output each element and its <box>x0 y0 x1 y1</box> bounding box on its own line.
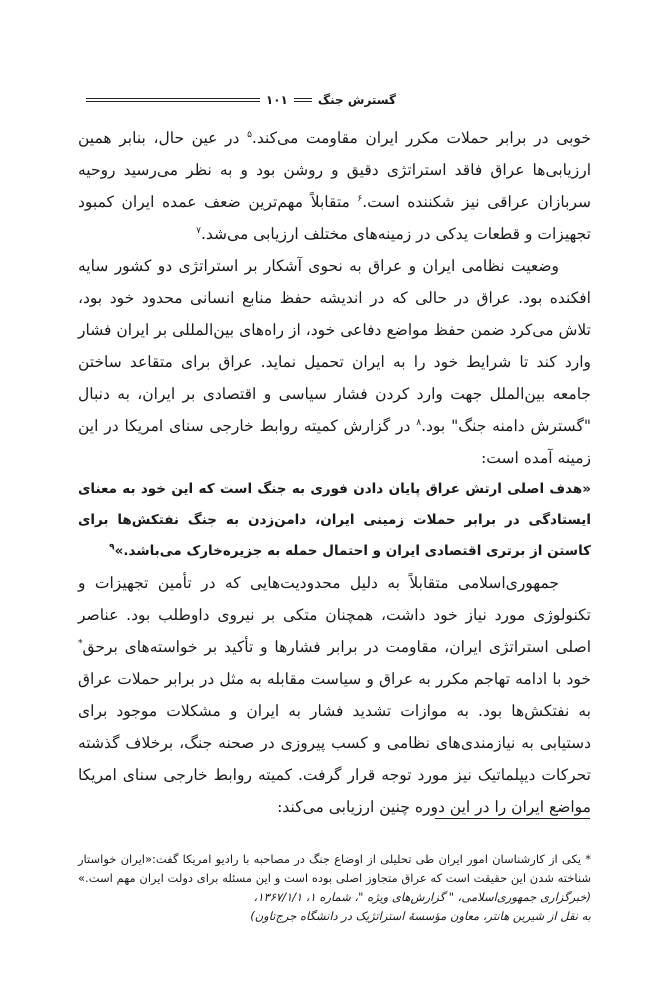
footnote-marker: * <box>585 852 591 866</box>
endnote-ref-8[interactable]: ۸ <box>416 417 422 428</box>
footnotes <box>78 850 591 926</box>
paragraph-3: جمهوری‌اسلامی متقابلاً به دلیل محدودیت‌هایی که در تأمین تجهیزات و تکنولوژی مورد نیاز خود داشت، همچنان متکی بر نیروی داوطلب بود. عناصر اصلی استراتژی ایران، مقاومت در برابر فشارها و تأکید بر خواسته‌های برحق* خود با ادامه تهاجم مکرر به عراق و سیاست مقابله به مثل در برابر حملات عراق به نفتکش‌ها بود. به موازات تشدید فشار به ایران و مشکلات موجود برای دستیابی به نیازمندی‌های نظامی و کسب پیروزی در صحنه جنگ، برخلاف گذشته تحرکات دیپلماتیک نیز مورد توجه قرار گرفت. کمیته روابط خارجی سنای امریکا مواضع ایران را در این دوره چنین ارزیابی می‌کند: <box>78 574 591 816</box>
footnote-source-cont: به نقل از شیرین هانتر، معاون مؤسسهٔ استراتژیک در دانشگاه جرج‌تاون) <box>250 909 591 923</box>
footnote-divider <box>435 818 590 819</box>
page-number: ۱۰۱ <box>265 93 288 107</box>
main-text <box>78 122 591 823</box>
endnote-ref-9[interactable]: ۹ <box>109 542 115 553</box>
footnote-source: (خبرگزاری جمهوری‌اسلامی، " گزارش‌های ویژه "، شماره ۱، ۱۳۶۷/۱/۱، <box>253 890 591 904</box>
running-title: گسترش جنگ <box>317 93 396 107</box>
block-quote: «هدف اصلی ارتش عراق پایان دادن فوری به جنگ است که این خود به معنای ایستادگی در برابر حملات زمینی ایران، دامن‌زدن به جنگ نفتکش‌ها برای کاستن از برتری اقتصادی ایران و احتمال حمله به جزیره‌خارک می‌باشد.»$^۹$ <box>78 481 591 559</box>
endnote-ref-6[interactable]: ۶ <box>357 193 363 204</box>
footnote-star: * یکی از کارشناسان امور ایران طی تحلیلی از اوضاع جنگ در مصاحبه با رادیو امریکا گفت:«ایران خواستار شناخته شدن این حقیقت است که عراق متجاوز اصلی بوده است و این مسئله برای دولت ایران مهم است.» (خبرگزاری جمهوری‌اسلامی، " گزارش‌های ویژه "، شماره ۱، ۱۳۶۷/۱/۱، <box>78 852 591 904</box>
header-rule <box>86 98 260 102</box>
header-separator <box>294 98 312 102</box>
paragraph-1: خوبی در برابر حملات مکرر ایران مقاومت می‌کند.$^۵$ در عین حال، بنابر همین ارزیابی‌ها عراق فاقد استراتژی دقیق و روشن بود و به نظر می‌رسید روحیه سربازان عراقی نیز شکننده است.$^۶$ متقابلاً مهم‌ترین ضعف عمده ایران کمبود تجهیزات و قطعات یدکی در زمینه‌های مختلف ارزیابی می‌شد.$^۷$ <box>78 129 591 243</box>
endnote-ref-5[interactable]: ۵ <box>247 129 252 140</box>
paragraph-2: وضعیت نظامی ایران و عراق به نحوی آشکار بر استراتژی دو کشور سایه افکنده بود. عراق در حالی که در اندیشه حفظ منابع انسانی محدود خود بود، تلاش می‌کرد ضمن حفظ مواضع دفاعی خود، از راه‌های بین‌المللی بر ایران فشار وارد کند تا شرایط خود را به ایران تحمیل نماید. عراق برای متقاعد ساختن جامعه بین‌الملل جهت وارد کردن فشار سیاسی و اقتصادی بر ایران، به دنبال "گسترش دامنه جنگ" بود.$^۸$ در گزارش کمیته روابط خارجی سنای امریکا در این زمینه آمده است: <box>78 257 591 467</box>
running-header <box>86 90 396 110</box>
footnote-ref-star[interactable]: * <box>78 638 83 649</box>
endnote-ref-7[interactable]: ۷ <box>196 225 201 236</box>
